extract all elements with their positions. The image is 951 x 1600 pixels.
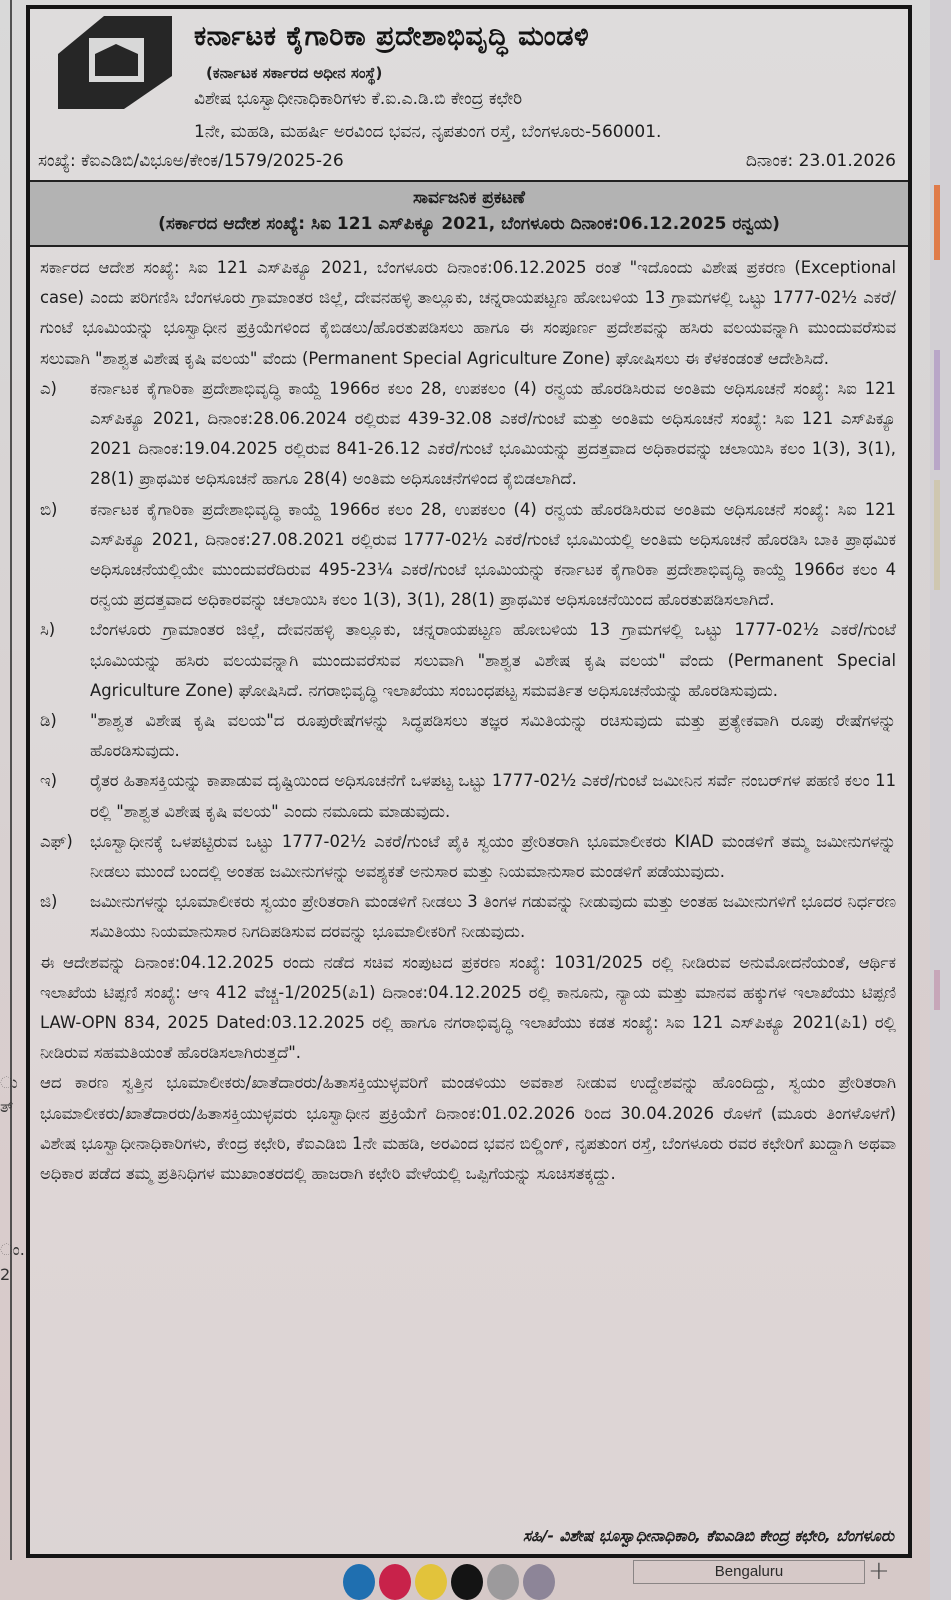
registration-dot-yellow (415, 1564, 447, 1600)
order-item-e (40, 766, 896, 826)
color-strip (934, 480, 940, 590)
column-rule (10, 0, 12, 1560)
notice-date: ದಿನಾಂಕ: 23.01.2026 (745, 151, 896, 171)
notice-subtitle: (ಸರ್ಕಾರದ ಆದೇಶ ಸಂಖ್ಯೆ: ಸಿಐ 121 ಎಸ್‌ಪಿಕ್ಯೂ 2021, ಬೆಂಗಳೂರು ದಿನಾಂಕ:06.12.2025 ರನ್ವಯ) (158, 214, 780, 234)
order-item-a (40, 374, 896, 495)
closing-paragraph: ಆದ ಕಾರಣ ಸ್ವತ್ತಿನ ಭೂಮಾಲೀಕರು/ಖಾತೆದಾರರು/ಹಿತಾಸಕ್ತಿಯುಳ್ಳವರಿಗೆ ಮಂಡಳಿಯು ಅವಕಾಶ ನೀಡುವ ಉದ್ದೇಶವನ್ನು ಹೊಂದಿದ್ದು, ಸ್ವಯಂ ಪ್ರೇರಿತರಾಗಿ ಭೂಮಾಲೀಕರು/ಖಾತೆದಾರರು/ಹಿತಾಸಕ್ತಿಯುಳ್ಳವರು ಭೂಸ್ವಾಧೀನ ಪ್ರಕ್ರಿಯೆಗೆ ದಿನಾಂಕ:01.02.2026 ರಿಂದ 30.04.2026 ರೊಳಗೆ (ಮೂರು ತಿಂಗಳೊಳಗೆ) ವಿಶೇಷ ಭೂಸ್ವಾಧೀನಾಧಿಕಾರಿಗಳು, ಕೇಂದ್ರ ಕಛೇರಿ, ಕೆಐಎಡಿಬಿ 1ನೇ ಮಹಡಿ, ಅರವಿಂದ ಭವನ ಬಿಲ್ಡಿಂಗ್, ನೃಪತುಂಗ ರಸ್ತೆ, ಬೆಂಗಳೂರು ರವರ ಕಛೇರಿಗೆ ಖುದ್ದಾಗಿ ಅಥವಾ ಅಧಿಕಾರ ಪಡೆದ ತಮ್ಮ ಪ್ರತಿನಿಧಿಗಳ ಮುಖಾಂತರದಲ್ಲಿ ಹಾಜರಾಗಿ ಕಛೇರಿ ವೇಳೆಯಲ್ಲಿ ಒಪ್ಪಿಗೆಯನ್ನು ಸೂಚಿಸತಕ್ಕದ್ದು. (40, 1073, 896, 1184)
order-item-d (40, 706, 896, 766)
registration-marks (343, 1564, 555, 1600)
margin-bleed-text: ಂ. (0, 1240, 25, 1259)
office-address: 1ನೇ, ಮಹಡಿ, ಮಹರ್ಷಿ ಅರವಿಂದ ಭವನ, ನೃಪತುಂಗ ರಸ್ತೆ, ಬೆಂಗಳೂರು-560001. (194, 122, 662, 142)
approval-paragraph: ಈ ಆದೇಶವನ್ನು ದಿನಾಂಕ:04.12.2025 ರಂದು ನಡೆದ ಸಚಿವ ಸಂಪುಟದ ಪ್ರಕರಣ ಸಂಖ್ಯೆ: 1031/2025 ರಲ್ಲಿ ನೀಡಿರುವ ಅನುಮೋದನೆಯಂತೆ, ಆರ್ಥಿಕ ಇಲಾಖೆಯ ಟಿಪ್ಪಣಿ ಸಂಖ್ಯೆ: ಆಇ 412 ವೆಚ್ಚ-1/2025(ಪಿ1) ದಿನಾಂಕ:04.12.2025 ರಲ್ಲಿ ಕಾನೂನು, ನ್ಯಾಯ ಮತ್ತು ಮಾನವ ಹಕ್ಕುಗಳ ಇಲಾಖೆಯು ಟಿಪ್ಪಣಿ LAW-OPN 834, 2025 Dated:03.12.2025 ರಲ್ಲಿ ಹಾಗೂ ನಗರಾಭಿವೃದ್ಧಿ ಇಲಾಖೆಯು ಕಡತ ಸಂಖ್ಯೆ: ಸಿಐ 121 ಎಸ್‌ಪಿಕ್ಯೂ 2021(ಪಿ1) ರಲ್ಲಿ ನೀಡಿರುವ ಸಹಮತಿಯಂತೆ ಹೊರಡಿಸಲಾಗಿರುತ್ತದೆ". (40, 952, 896, 1063)
crop-mark-icon: + (868, 1556, 890, 1586)
office-name: ವಿಶೇಷ ಭೂಸ್ವಾಧೀನಾಧಿಕಾರಿಗಳು ಕೆ.ಐ.ಎ.ಡಿ.ಬಿ ಕೇಂದ್ರ ಕಛೇರಿ (194, 89, 523, 109)
public-notice (26, 5, 912, 1558)
item-text: ಬೆಂಗಳೂರು ಗ್ರಾಮಾಂತರ ಜಿಲ್ಲೆ, ದೇವನಹಳ್ಳಿ ತಾಲ್ಲೂಕು, ಚನ್ನರಾಯಪಟ್ಟಣ ಹೋಬಳಿಯ 13 ಗ್ರಾಮಗಳಲ್ಲಿ ಒಟ್ಟು 1777-02½ ಎಕರೆ/ಗುಂಟೆ ಭೂಮಿಯನ್ನು ಹಸಿರು ವಲಯವನ್ನಾಗಿ ಮುಂದುವರೆಸುವ ಸಲುವಾಗಿ "ಶಾಶ್ವತ ವಿಶೇಷ ಕೃಷಿ ವಲಯ" ವೆಂದು (Permanent Special Agriculture Zone) ಘೋಷಿಸಿದೆ. ನಗರಾಭಿವೃದ್ಧಿ ಇಲಾಖೆಯು ಸಂಬಂಧಪಟ್ಟ ಸಮವರ್ತಿತ ಅಧಿಸೂಚನೆಯನ್ನು ಹೊರಡಿಸುವುದು. (90, 620, 896, 700)
item-marker: ಎಫ್) (40, 831, 73, 851)
adjacent-column-marks (934, 0, 948, 1600)
reference-number: ಸಂಖ್ಯೆ: ಕೆಐಎಡಿಬಿ/ವಿಭೂಅ/ಕೇಂಕ/1579/2025-26 (38, 151, 344, 171)
org-subtitle: (ಕರ್ನಾಟಕ ಸರ್ಕಾರದ ಅಧೀನ ಸಂಸ್ಥೆ) (206, 64, 383, 82)
registration-dot-black (451, 1564, 483, 1600)
color-strip (934, 350, 940, 470)
item-marker: ಸಿ) (40, 620, 56, 640)
item-marker: ಬಿ) (40, 499, 58, 519)
org-title: ಕರ್ನಾಟಕ ಕೈಗಾರಿಕಾ ಪ್ರದೇಶಾಭಿವೃದ್ಧಿ ಮಂಡಳಿ (194, 21, 590, 52)
order-item-b (40, 495, 896, 616)
signature-line: ಸಹಿ/- ವಿಶೇಷ ಭೂಸ್ವಾಧೀನಾಧಿಕಾರಿ, ಕೆಐಎಡಿಬಿ ಕೇಂದ್ರ ಕಛೇರಿ, ಬೆಂಗಳೂರು (522, 1527, 894, 1545)
edition-label: Bengaluru (633, 1560, 865, 1584)
item-marker: ಡಿ) (40, 711, 57, 731)
item-text: "ಶಾಶ್ವತ ವಿಶೇಷ ಕೃಷಿ ವಲಯ"ದ ರೂಪುರೇಷೆಗಳನ್ನು ಸಿದ್ಧಪಡಿಸಲು ತಜ್ಞರ ಸಮಿತಿಯನ್ನು ರಚಿಸುವುದು ಮತ್ತು ಪ್ರತ್ಯೇಕವಾಗಿ ರೂಪು ರೇಷೆಗಳನ್ನು ಹೊರಡಿಸುವುದು. (90, 711, 896, 761)
item-text: ಜಮೀನುಗಳನ್ನು ಭೂಮಾಲೀಕರು ಸ್ವಯಂ ಪ್ರೇರಿತರಾಗಿ ಮಂಡಳಿಗೆ ನೀಡಲು 3 ತಿಂಗಳ ಗಡುವನ್ನು ನೀಡುವುದು ಮತ್ತು ಅಂತಹ ಜಮೀನುಗಳಿಗೆ ಭೂದರ ನಿರ್ಧರಣ ಸಮಿತಿಯು ನಿಯಮಾನುಸಾರ ನಿಗದಿಪಡಿಸುವ ದರವನ್ನು ಭೂಮಾಲೀಕರಿಗೆ ನೀಡುವುದು. (90, 892, 896, 942)
registration-dot-violet (523, 1564, 555, 1600)
margin-bleed-text: ತ್ (0, 1097, 14, 1116)
margin-bleed-text: 2 (0, 1265, 11, 1284)
item-marker: ಎ) (40, 378, 57, 398)
item-marker: ಜಿ) (40, 892, 58, 912)
intro-paragraph: ಸರ್ಕಾರದ ಆದೇಶ ಸಂಖ್ಯೆ: ಸಿಐ 121 ಎಸ್‌ಪಿಕ್ಯೂ 2021, ಬೆಂಗಳೂರು ದಿನಾಂಕ:06.12.2025 ರಂತೆ "ಇದೊಂದು ವಿಶೇಷ ಪ್ರಕರಣ (Exceptional case) ಎಂದು ಪರಿಗಣಿಸಿ ಬೆಂಗಳೂರು ಗ್ರಾಮಾಂತರ ಜಿಲ್ಲೆ, ದೇವನಹಳ್ಳಿ ತಾಲ್ಲೂಕು, ಚನ್ನರಾಯಪಟ್ಟಣ ಹೋಬಳಿಯ 13 ಗ್ರಾಮಗಳಲ್ಲಿ ಒಟ್ಟು 1777-02½ ಎಕರೆ/ಗುಂಟೆ ಭೂಮಿಯನ್ನು ಭೂಸ್ವಾಧೀನ ಪ್ರಕ್ರಿಯೆಗಳಿಂದ ಕೈಬಿಡಲು/ಹೊರತುಪಡಿಸಲು ಹಾಗೂ ಈ ಸಂಪೂರ್ಣ ಪ್ರದೇಶವನ್ನು ಹಸಿರು ವಲಯವನ್ನಾಗಿ ಮುಂದುವರೆಸುವ ಸಲುವಾಗಿ "ಶಾಶ್ವತ ವಿಶೇಷ ಕೃಷಿ ವಲಯ" ವೆಂದು (Permanent Special Agriculture Zone) ಘೋಷಿಸಲು ಈ ಕೆಳಕಂಡಂತೆ ಆದೇಶಿಸಿದೆ. (40, 258, 896, 368)
registration-dot-magenta (379, 1564, 411, 1600)
item-marker: ಇ) (40, 771, 58, 791)
item-text: ಕರ್ನಾಟಕ ಕೈಗಾರಿಕಾ ಪ್ರದೇಶಾಭಿವೃದ್ಧಿ ಕಾಯ್ದೆ 1966ರ ಕಲಂ 28, ಉಪಕಲಂ (4) ರನ್ವಯ ಹೊರಡಿಸಿರುವ ಅಂತಿಮ ಅಧಿಸೂಚನೆ ಸಂಖ್ಯೆ: ಸಿಐ 121 ಎಸ್‌ಪಿಕ್ಯೂ 2021, ದಿನಾಂಕ:27.08.2021 ರಲ್ಲಿರುವ 1777-02½ ಎಕರೆ/ಗುಂಟೆ ಭೂಮಿಯಲ್ಲಿ ಅಂತಿಮ ಅಧಿಸೂಚನೆ ಹೊರಡಿಸಿ ಬಾಕಿ ಪ್ರಾಥಮಿಕ ಅಧಿಸೂಚನೆಯಲ್ಲಿಯೇ ಮುಂದುವರೆದಿರುವ 495-23¼ ಎಕರೆ/ಗುಂಟೆ ಭೂಮಿಯನ್ನು ಕರ್ನಾಟಕ ಕೈಗಾರಿಕಾ ಪ್ರದೇಶಾಭಿವೃದ್ಧಿ ಕಾಯ್ದೆ 1966ರ ಕಲಂ 4 ರನ್ವಯ ಪ್ರದತ್ತವಾದ ಅಧಿಕಾರವನ್ನು ಚಲಾಯಿಸಿ ಕಲಂ 1(3), 3(1), 28(1) ಪ್ರಾಥಮಿಕ ಅಧಿಸೂಚನೆಯಿಂದ ಹೊರತುಪಡಿಸಲಾಗಿದೆ. (90, 499, 896, 610)
order-item-c (40, 615, 896, 706)
order-item-g (40, 887, 896, 947)
notice-body (30, 247, 908, 1189)
item-text: ಭೂಸ್ವಾಧೀನಕ್ಕೆ ಒಳಪಟ್ಟಿರುವ ಒಟ್ಟು 1777-02½ ಎಕರೆ/ಗುಂಟೆ ಪೈಕಿ ಸ್ವಯಂ ಪ್ರೇರಿತರಾಗಿ ಭೂಮಾಲೀಕರು KIAD ಮಂಡಳಿಗೆ ತಮ್ಮ ಜಮೀನುಗಳನ್ನು ನೀಡಲು ಮುಂದೆ ಬಂದಲ್ಲಿ ಅಂತಹ ಜಮೀನುಗಳನ್ನು ಅವಶ್ಯಕತೆ ಅನುಸಾರ ಮತ್ತು ನಿಯಮಾನುಸಾರ ಮಂಡಳಿಗೆ ಪಡೆಯುವುದು. (90, 831, 896, 882)
notice-header (30, 9, 908, 182)
registration-dot-gray (487, 1564, 519, 1600)
color-strip (934, 185, 940, 260)
item-text: ಕರ್ನಾಟಕ ಕೈಗಾರಿಕಾ ಪ್ರದೇಶಾಭಿವೃದ್ಧಿ ಕಾಯ್ದೆ 1966ರ ಕಲಂ 28, ಉಪಕಲಂ (4) ರನ್ವಯ ಹೊರಡಿಸಿರುವ ಅಂತಿಮ ಅಧಿಸೂಚನೆ ಸಂಖ್ಯೆ: ಸಿಐ 121 ಎಸ್‌ಪಿಕ್ಯೂ 2021, ದಿನಾಂಕ:28.06.2024 ರಲ್ಲಿರುವ 439-32.08 ಎಕರೆ/ಗುಂಟೆ ಮತ್ತು ಅಂತಿಮ ಅಧಿಸೂಚನೆ ಸಂಖ್ಯೆ: ಸಿಐ 121 ಎಸ್‌ಪಿಕ್ಯೂ 2021 ದಿನಾಂಕ:19.04.2025 ರಲ್ಲಿರುವ 841-26.12 ಎಕರೆ/ಗುಂಟೆ ಭೂಮಿಯನ್ನು ಪ್ರದತ್ತವಾದ ಅಧಿಕಾರವನ್ನು ಚಲಾಯಿಸಿ ಕಲಂ 1(3), 3(1), 28(1) ಪ್ರಾಥಮಿಕ ಅಧಿಸೂಚನೆ ಹಾಗೂ 28(4) ಅಂತಿಮ ಅಧಿಸೂಚನೆಗಳಿಂದ ಕೈಬಿಡಲಾಗಿದೆ. (90, 378, 896, 489)
registration-dot-cyan (343, 1564, 375, 1600)
margin-bleed-text: ು (0, 1073, 18, 1092)
notice-banner (30, 182, 908, 247)
kiadb-logo-icon (44, 14, 194, 109)
order-item-f (40, 827, 896, 887)
item-text: ರೈತರ ಹಿತಾಸಕ್ತಿಯನ್ನು ಕಾಪಾಡುವ ದೃಷ್ಟಿಯಿಂದ ಅಧಿಸೂಚನೆಗೆ ಒಳಪಟ್ಟ ಒಟ್ಟು 1777-02½ ಎಕರೆ/ಗುಂಟೆ ಜಮೀನಿನ ಸರ್ವೆ ನಂಬರ್‌ಗಳ ಪಹಣಿ ಕಲಂ 11 ರಲ್ಲಿ "ಶಾಶ್ವತ ವಿಶೇಷ ಕೃಷಿ ವಲಯ" ಎಂದು ನಮೂದು ಮಾಡುವುದು. (90, 771, 896, 821)
color-strip (934, 970, 940, 1010)
notice-title: ಸಾರ್ವಜನಿಕ ಪ್ರಕಟಣೆ (413, 188, 525, 208)
